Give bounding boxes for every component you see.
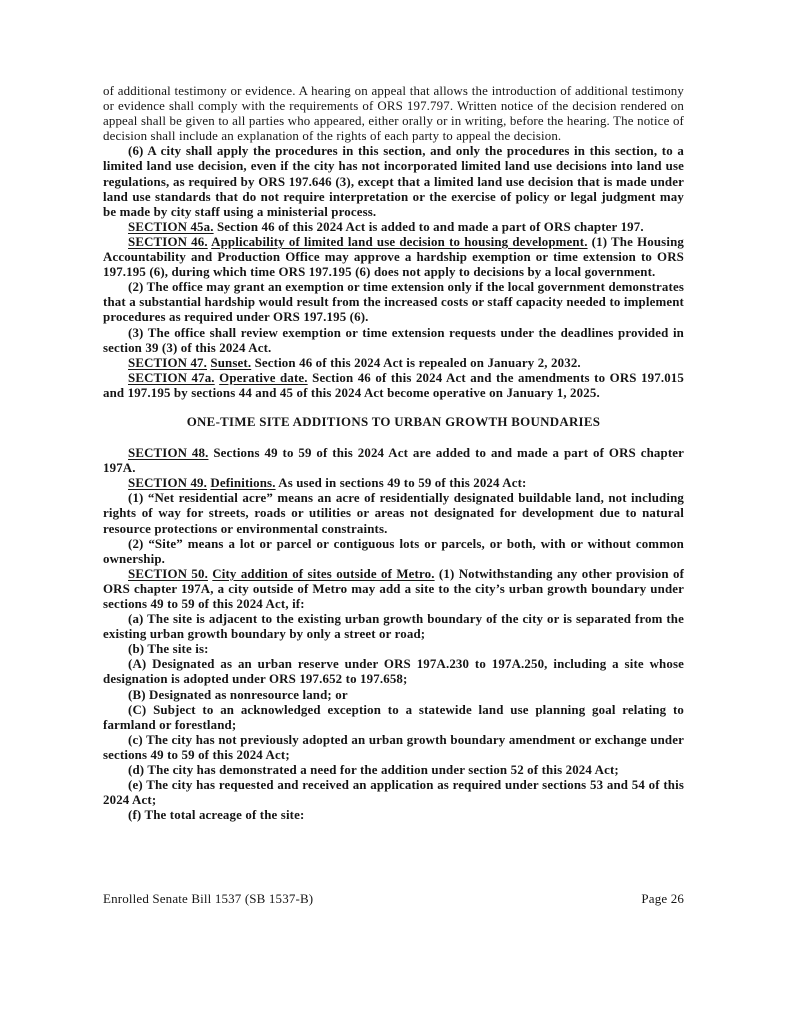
text-run: (6) A city shall apply the procedures in this section, and only the procedures in this section, to a limited land use decision, even if the city has not incorporated limited land use decisions into land use regulations, as required by ORS 197.646 (3), except that a limited land use decision that is made under land use standards that do not require interpretation or the exercise of policy or legal judgment may be made by city staff using a ministerial process. (103, 144, 684, 219)
paragraph-a (103, 612, 684, 642)
section-49 (103, 476, 684, 491)
paragraph-b (103, 642, 684, 657)
underlined-label: SECTION 48. (128, 446, 209, 461)
continuation-paragraph (103, 84, 684, 144)
subsection-3 (103, 326, 684, 356)
page-footer (103, 891, 684, 906)
paragraph-e (103, 778, 684, 808)
underlined-label: Applicability of limited land use decision to housing development. (211, 234, 588, 249)
text-run: (2) “Site” means a lot or parcel or contiguous lots or parcels, or both, with or without common ownership. (103, 536, 684, 566)
subsection-2 (103, 280, 684, 325)
underlined-label: Operative date. (219, 370, 308, 385)
document-body (103, 84, 684, 823)
paragraph-f (103, 808, 684, 823)
text-run: (1) Notwithstanding any other provision of ORS chapter 197A, a city outside of Metro may add a site to the city’s urban growth boundary under sections 49 to 59 of this 2024 Act, if: (103, 566, 685, 611)
section-48 (103, 446, 684, 476)
underlined-label: SECTION 45a. (128, 219, 214, 234)
text-run: (c) The city has not previously adopted an urban growth boundary amendment or exchange under sections 49 to 59 of this 2024 Act; (103, 732, 684, 762)
text-run: (2) The office may grant an exemption or time extension only if the local government demonstrates that a substantial hardship would result from the increased costs or staff capacity needed to implement procedures as required under ORS 197.195 (6). (103, 280, 684, 325)
text-run: (B) Designated as nonresource land; or (128, 687, 348, 702)
subparagraph-B (103, 688, 684, 703)
footer-bill-title: Enrolled Senate Bill 1537 (SB 1537-B) (103, 891, 314, 906)
definition-1 (103, 491, 684, 536)
text-run: (a) The site is adjacent to the existing urban growth boundary of the city or is separated from the existing urban growth boundary by only a street or road; (103, 612, 684, 642)
underlined-label: SECTION 47a. (128, 370, 215, 385)
text-run: (3) The office shall review exemption or time extension requests under the deadlines provided in section 39 (3) of this 2024 Act. (103, 325, 684, 355)
underlined-label: Sunset. (210, 355, 252, 370)
section-47a (103, 371, 684, 401)
text-run: Section 46 of this 2024 Act is repealed on January 2, 2032. (251, 355, 581, 370)
text-run: (A) Designated as an urban reserve under ORS 197A.230 to 197A.250, including a site whose designation is adopted under ORS 197.652 to 197.658; (103, 657, 684, 687)
one-time-site-additions-heading (103, 415, 684, 430)
underlined-label: City addition of sites outside of Metro. (212, 566, 435, 581)
text-run: ONE-TIME SITE ADDITIONS TO URBAN GROWTH BOUNDARIES (186, 414, 601, 429)
text-run: (f) The total acreage of the site: (128, 808, 305, 823)
paragraph-c (103, 733, 684, 763)
definition-2 (103, 537, 684, 567)
text-run: (e) The city has requested and received an application as required under sections 53 and 54 of this 2024 Act; (103, 778, 684, 808)
underlined-label: SECTION 46. (128, 234, 208, 249)
paragraph-d (103, 763, 684, 778)
text-run: of additional testimony or evidence. A hearing on appeal that allows the introduction of additional testimony or evidence shall comply with the requirements of ORS 197.797. Written notice of the decision rendered on appeal shall be given to all parties who appeared, either orally or in writing, before the hearing. The notice of decision shall include an explanation of the rights of each party to appeal the decision. (103, 84, 684, 144)
text-run: (1) “Net residential acre” means an acre of residentially designated buildable land, not including rights of way for streets, roads or utilities or areas not designated for development due to natural resource protections or environmental constraints. (103, 491, 684, 536)
section-47 (103, 356, 684, 371)
footer-page-number: Page 26 (641, 891, 684, 906)
underlined-label: SECTION 50. (128, 566, 208, 581)
text-run: Section 46 of this 2024 Act and the amendments to ORS 197.015 and 197.195 by sections 44 and 45 of this 2024 Act become operative on January 1, 2025. (103, 370, 684, 400)
subsection-6 (103, 144, 684, 219)
text-run: (d) The city has demonstrated a need for the addition under section 52 of this 2024 Act; (128, 763, 619, 778)
section-46 (103, 235, 684, 280)
text-run: (b) The site is: (128, 642, 209, 657)
text-run: Section 46 of this 2024 Act is added to and made a part of ORS chapter 197. (213, 219, 644, 234)
underlined-label: SECTION 49. (128, 476, 208, 491)
text-run: (C) Subject to an acknowledged exception to a statewide land use planning goal relating to farmland or forestland; (103, 702, 684, 732)
subparagraph-A (103, 657, 684, 687)
underlined-label: Definitions. (210, 476, 276, 491)
section-45a (103, 220, 684, 235)
underlined-label: SECTION 47. (128, 355, 208, 370)
text-run: Sections 49 to 59 of this 2024 Act are added to and made a part of ORS chapter 197A. (103, 446, 685, 476)
subparagraph-C (103, 703, 684, 733)
text-run: (1) The Housing Accountability and Production Office may approve a hardship exemption or time extension to ORS 197.195 (6), during which time ORS 197.195 (6) does not apply to decisions by a local government. (103, 234, 684, 280)
text-run: As used in sections 49 to 59 of this 2024 Act: (275, 476, 527, 491)
section-50 (103, 567, 684, 612)
